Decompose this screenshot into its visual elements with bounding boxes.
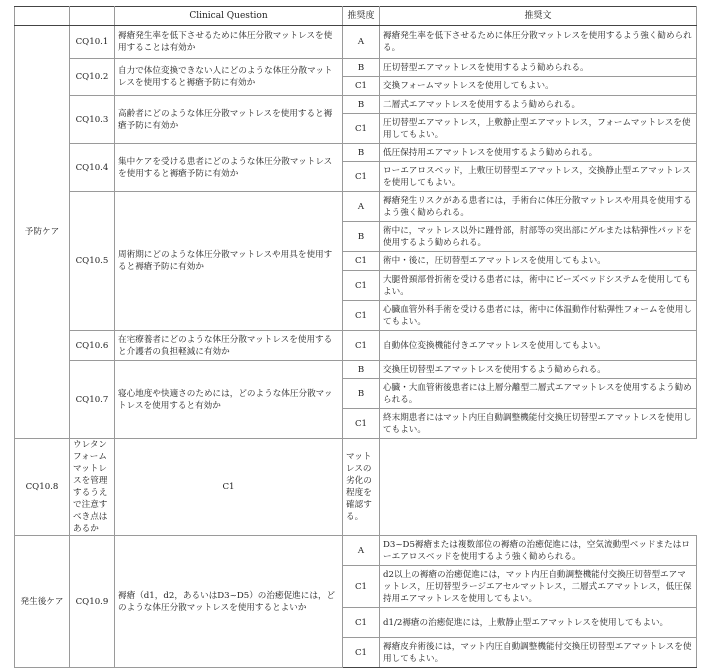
- grade-cell: C1: [343, 638, 380, 668]
- recommendation-cell: 心臓・大血管術後患者には上層分離型二層式エアマットレスを使用するよう勧められる。: [380, 379, 697, 409]
- grade-cell: C1: [343, 301, 380, 331]
- grade-cell: C1: [343, 162, 380, 192]
- table-row: [15, 26, 697, 59]
- cq-id: CQ10.1: [70, 26, 115, 59]
- grade-cell: B: [343, 144, 380, 162]
- recommendation-cell: 交換フォームマットレスを使用してもよい。: [380, 77, 697, 96]
- table-row: [15, 192, 697, 222]
- grade-cell: C1: [343, 331, 380, 361]
- cq-question: 在宅療養者にどのような体圧分散マットレスを使用すると介護者の負担軽減に有効か: [115, 331, 343, 361]
- grade-cell: C1: [343, 409, 380, 439]
- recommendation-cell: 圧切替型エアマットレスを使用するよう勧められる。: [380, 59, 697, 77]
- recommendation-cell: 褥瘡皮弁術後には，マット内圧自動調整機能付交換圧切替型エアマットレスを使用してもよい。: [380, 638, 697, 668]
- recommendation-cell: d2以上の褥瘡の治癒促進には，マット内圧自動調整機能付交換圧切替型エアマットレス，圧切替型ラージエアセルマットレス，二層式エアマットレス，低圧保持用エアマットレスを使用してもよい。: [380, 566, 697, 608]
- recommendation-cell: D3~D5褥瘡または複数部位の褥瘡の治癒促進には，空気流動型ベッドまたはローエアロスベッドを使用するよう強く勧められる。: [380, 536, 697, 566]
- header-clinical-question: Clinical Question: [115, 7, 343, 26]
- table-row: [15, 144, 697, 162]
- cq-question: 周術期にどのような体圧分散マットレスや用具を使用すると褥瘡予防に有効か: [115, 192, 343, 331]
- header-recommendation: 推奨文: [380, 7, 697, 26]
- recommendation-cell: 褥瘡発生リスクがある患者には，手術台に体圧分散マットレスや用具を使用するよう強く勧められる。: [380, 192, 697, 222]
- cq-question: ウレタンフォームマットレスを管理するうえで注意すべき点はあるか: [70, 439, 115, 536]
- table-row: [15, 439, 697, 536]
- cq-id: CQ10.4: [70, 144, 115, 192]
- recommendation-cell: 心臓血管外科手術を受ける患者には，術中に体温動作付粘弾性フォームを使用してもよい。: [380, 301, 697, 331]
- table-row: [15, 96, 697, 114]
- cq-id: CQ10.3: [70, 96, 115, 144]
- category-post-onset: 発生後ケア: [15, 536, 70, 668]
- grade-cell: A: [343, 192, 380, 222]
- table-row: [15, 536, 697, 566]
- grade-cell: C1: [343, 566, 380, 608]
- recommendation-cell: 交換圧切替型エアマットレスを使用するよう勧められる。: [380, 361, 697, 379]
- recommendation-cell: マットレスの劣化の程度を確認する。: [343, 439, 380, 536]
- header-category: [15, 7, 70, 26]
- grade-cell: C1: [343, 77, 380, 96]
- table-header-row: [15, 7, 697, 26]
- cq-question: 自力で体位変換できない人にどのような体圧分散マットレスを使用すると褥瘡予防に有効か: [115, 59, 343, 96]
- cq-id: CQ10.9: [70, 536, 115, 668]
- recommendation-cell: 圧切替型エアマットレス，上敷静止型エアマットレス，フォームマットレスを使用してもよい。: [380, 114, 697, 144]
- cq-question: 寝心地度や快適さのためには，どのような体圧分散マットレスを使用すると有効か: [115, 361, 343, 439]
- grade-cell: A: [343, 536, 380, 566]
- table-row: [15, 361, 697, 379]
- recommendation-cell: 低圧保持用エアマットレスを使用するよう勧められる。: [380, 144, 697, 162]
- grade-cell: C1: [343, 114, 380, 144]
- recommendation-cell: 終末期患者にはマット内圧自動調整機能付交換圧切替型エアマットレスを使用してもよい。: [380, 409, 697, 439]
- table-row: [15, 59, 697, 77]
- recommendation-cell: ローエアロスベッド，上敷圧切替型エアマットレス，交換静止型エアマットレスを使用してもよい。: [380, 162, 697, 192]
- grade-cell: A: [343, 26, 380, 59]
- header-cq-id: [70, 7, 115, 26]
- header-grade: 推奨度: [343, 7, 380, 26]
- category-prevention: 予防ケア: [15, 26, 70, 439]
- recommendation-cell: 術中・後に，圧切替型エアマットレスを使用してもよい。: [380, 252, 697, 271]
- recommendation-cell: 大腿骨頚部骨折術を受ける患者には，術中にビーズベッドシステムを使用してもよい。: [380, 271, 697, 301]
- grade-cell: B: [343, 361, 380, 379]
- table-row: [15, 331, 697, 361]
- recommendation-cell: 二層式エアマットレスを使用するよう勧められる。: [380, 96, 697, 114]
- recommendation-cell: d1/2褥瘡の治癒促進には，上敷静止型エアマットレスを使用してもよい。: [380, 608, 697, 638]
- grade-cell: B: [343, 59, 380, 77]
- clinical-question-table: [14, 6, 697, 668]
- grade-cell: C1: [343, 608, 380, 638]
- cq-id: CQ10.6: [70, 331, 115, 361]
- grade-cell: B: [343, 96, 380, 114]
- recommendation-cell: 自動体位変換機能付きエアマットレスを使用してもよい。: [380, 331, 697, 361]
- cq-id: CQ10.8: [15, 439, 70, 536]
- cq-question: 高齢者にどのような体圧分散マットレスを使用すると褥瘡予防に有効か: [115, 96, 343, 144]
- cq-id: CQ10.2: [70, 59, 115, 96]
- grade-cell: B: [343, 379, 380, 409]
- recommendation-cell: 術中に，マットレス以外に踵骨部，肘部等の突出部にゲルまたは粘弾性パッドを使用するよう勧められる。: [380, 222, 697, 252]
- cq-id: CQ10.7: [70, 361, 115, 439]
- cq-question: 褥瘡（d1，d2，あるいはD3~D5）の治癒促進には，どのような体圧分散マットレスを使用するとよいか: [115, 536, 343, 668]
- grade-cell: C1: [343, 252, 380, 271]
- recommendation-cell: 褥瘡発生率を低下させるために体圧分散マットレスを使用するよう強く勧められる。: [380, 26, 697, 59]
- cq-question: 集中ケアを受ける患者にどのような体圧分散マットレスを使用すると褥瘡予防に有効か: [115, 144, 343, 192]
- grade-cell: C1: [343, 271, 380, 301]
- cq-id: CQ10.5: [70, 192, 115, 331]
- cq-question: 褥瘡発生率を低下させるために体圧分散マットレスを使用することは有効か: [115, 26, 343, 59]
- grade-cell: C1: [115, 439, 343, 536]
- grade-cell: B: [343, 222, 380, 252]
